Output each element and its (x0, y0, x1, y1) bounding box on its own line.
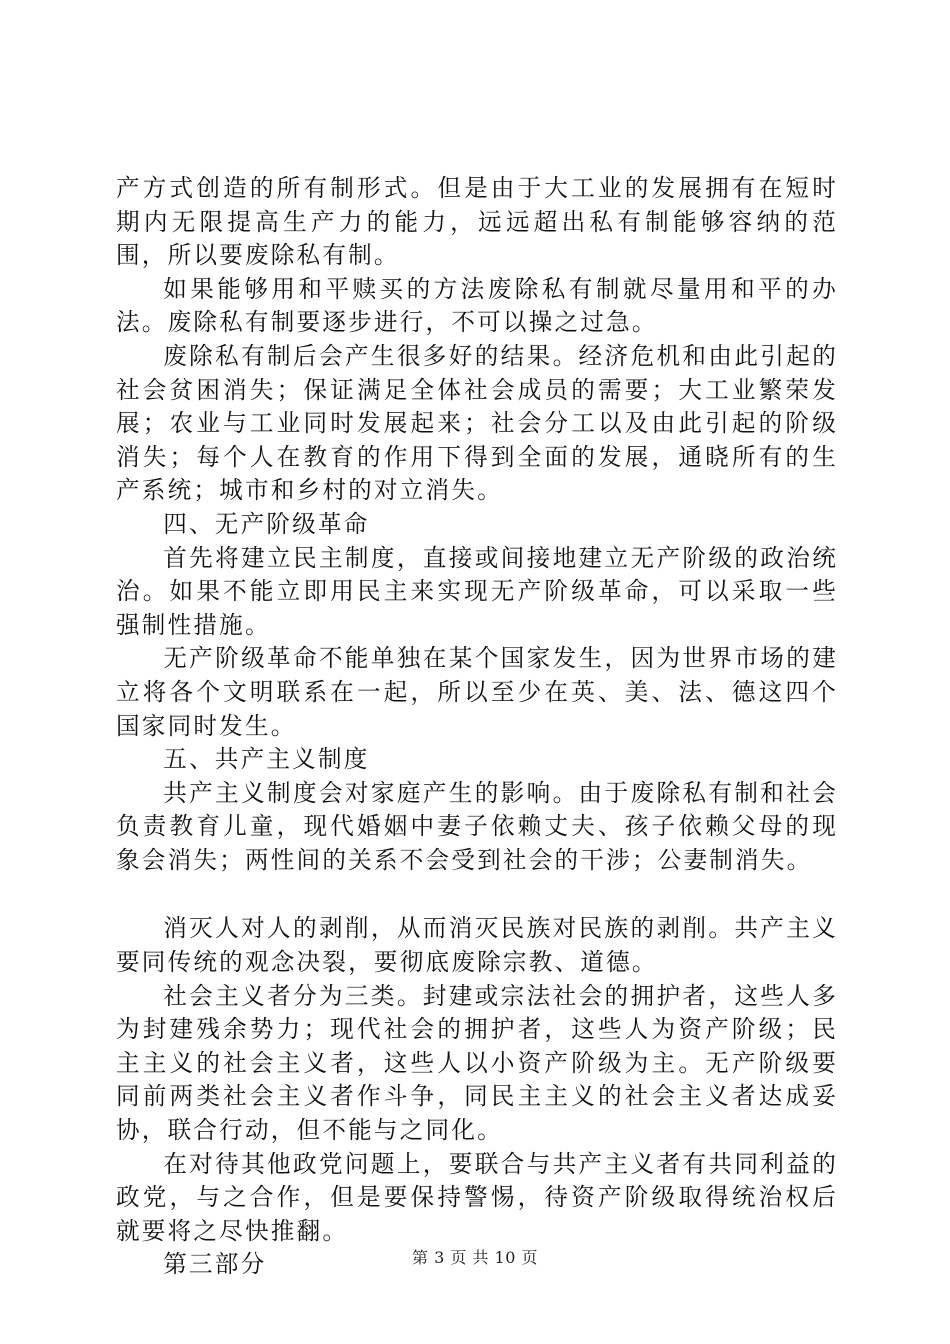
section-heading: 五、共产主义制度 (163, 745, 370, 774)
paragraph: 如果能够用和平赎买的方法废除私有制就尽量用和平的办法。废除私有制要逐步进行，不可以操之过急。 (116, 274, 838, 337)
section-heading: 第三部分 (163, 1250, 267, 1279)
paragraph: 首先将建立民主制度，直接或间接地建立无产阶级的政治统治。如果不能立即用民主来实现无产阶级革命，可以采取一些强制性措施。 (116, 543, 838, 639)
paragraph: 在对待其他政党问题上，要联合与共产主义者有共同利益的政党，与之合作，但是要保持警惕，待资产阶级取得统治权后就要将之尽快推翻。 (116, 1149, 838, 1245)
paragraph-continuation: 产方式创造的所有制形式。但是由于大工业的发展拥有在短时期内无限提高生产力的能力，远远超出私有制能够容纳的范围，所以要废除私有制。 (116, 174, 838, 270)
paragraph: 消灭人对人的剥削，从而消灭民族对民族的剥削。共产主义要同传统的观念决裂，要彻底废除宗教、道德。 (116, 914, 838, 977)
page-number-footer: 第 3 页 共 10 页 (412, 1248, 538, 1267)
paragraph: 社会主义者分为三类。封建或宗法社会的拥护者，这些人多为封建残余势力；现代社会的拥护者，这些人为资产阶级；民主主义的社会主义者，这些人以小资产阶级为主。无产阶级要同前两类社会主义者作斗争，同民主主义的社会主义者达成妥协，联合行动，但不能与之同化。 (116, 981, 838, 1145)
paragraph: 共产主义制度会对家庭产生的影响。由于废除私有制和社会负责教育儿童，现代婚姻中妻子依赖丈夫、孩子依赖父母的现象会消失；两性间的关系不会受到社会的干涉；公妻制消失。 (116, 778, 838, 874)
paragraph: 无产阶级革命不能单独在某个国家发生，因为世界市场的建立将各个文明联系在一起，所以至少在英、美、法、德这四个国家同时发生。 (116, 644, 838, 740)
document-body (116, 172, 838, 1282)
paragraph: 废除私有制后会产生很多好的结果。经济危机和由此引起的社会贫困消失；保证满足全体社会成员的需要；大工业繁荣发展；农业与工业同时发展起来；社会分工以及由此引起的阶级消失；每个人在教育的作用下得到全面的发展，通晓所有的生产系统；城市和乡村的对立消失。 (116, 341, 838, 505)
section-heading: 四、无产阶级革命 (163, 509, 370, 538)
